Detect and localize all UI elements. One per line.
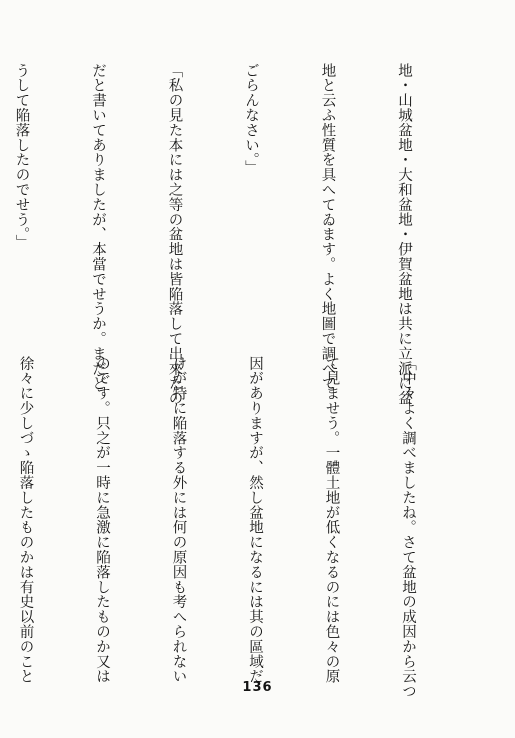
text-line: 「中々よく調べましたね。さて盆地の成因から云つ	[400, 356, 416, 699]
text-line: 地と云ふ性質を具へてゐます。よく地圖で調べて	[319, 63, 336, 391]
text-line: 地・山城盆地・大和盆地・伊賀盆地は共に立派に盆	[396, 63, 412, 406]
text-line: 徐々に少しづゝ陥落したものかは有史以前のこと	[17, 356, 34, 684]
text-line: だと書いてありましたが、本當でせうか。まだど	[90, 63, 106, 391]
text-line: けが特に陥落する外には何の原因も考へられない	[170, 356, 187, 684]
page-number: 136	[242, 680, 273, 695]
text-line: 因がありますが、然し盆地になるには其の區域だ	[247, 356, 263, 684]
text-line: のです。只之が一時に急激に陥落したものか又は	[94, 356, 110, 684]
text-line: 「私の見た本には之等の盆地は皆陥落して出來たの	[166, 63, 183, 406]
text-line: ごらんなさい。」	[243, 63, 259, 175]
upper-text-block	[0, 63, 467, 406]
text-line: うして陥落したのでせう。」	[13, 63, 30, 250]
text-line: て見ませう。一體土地が低くなるのには色々の原	[323, 356, 340, 684]
